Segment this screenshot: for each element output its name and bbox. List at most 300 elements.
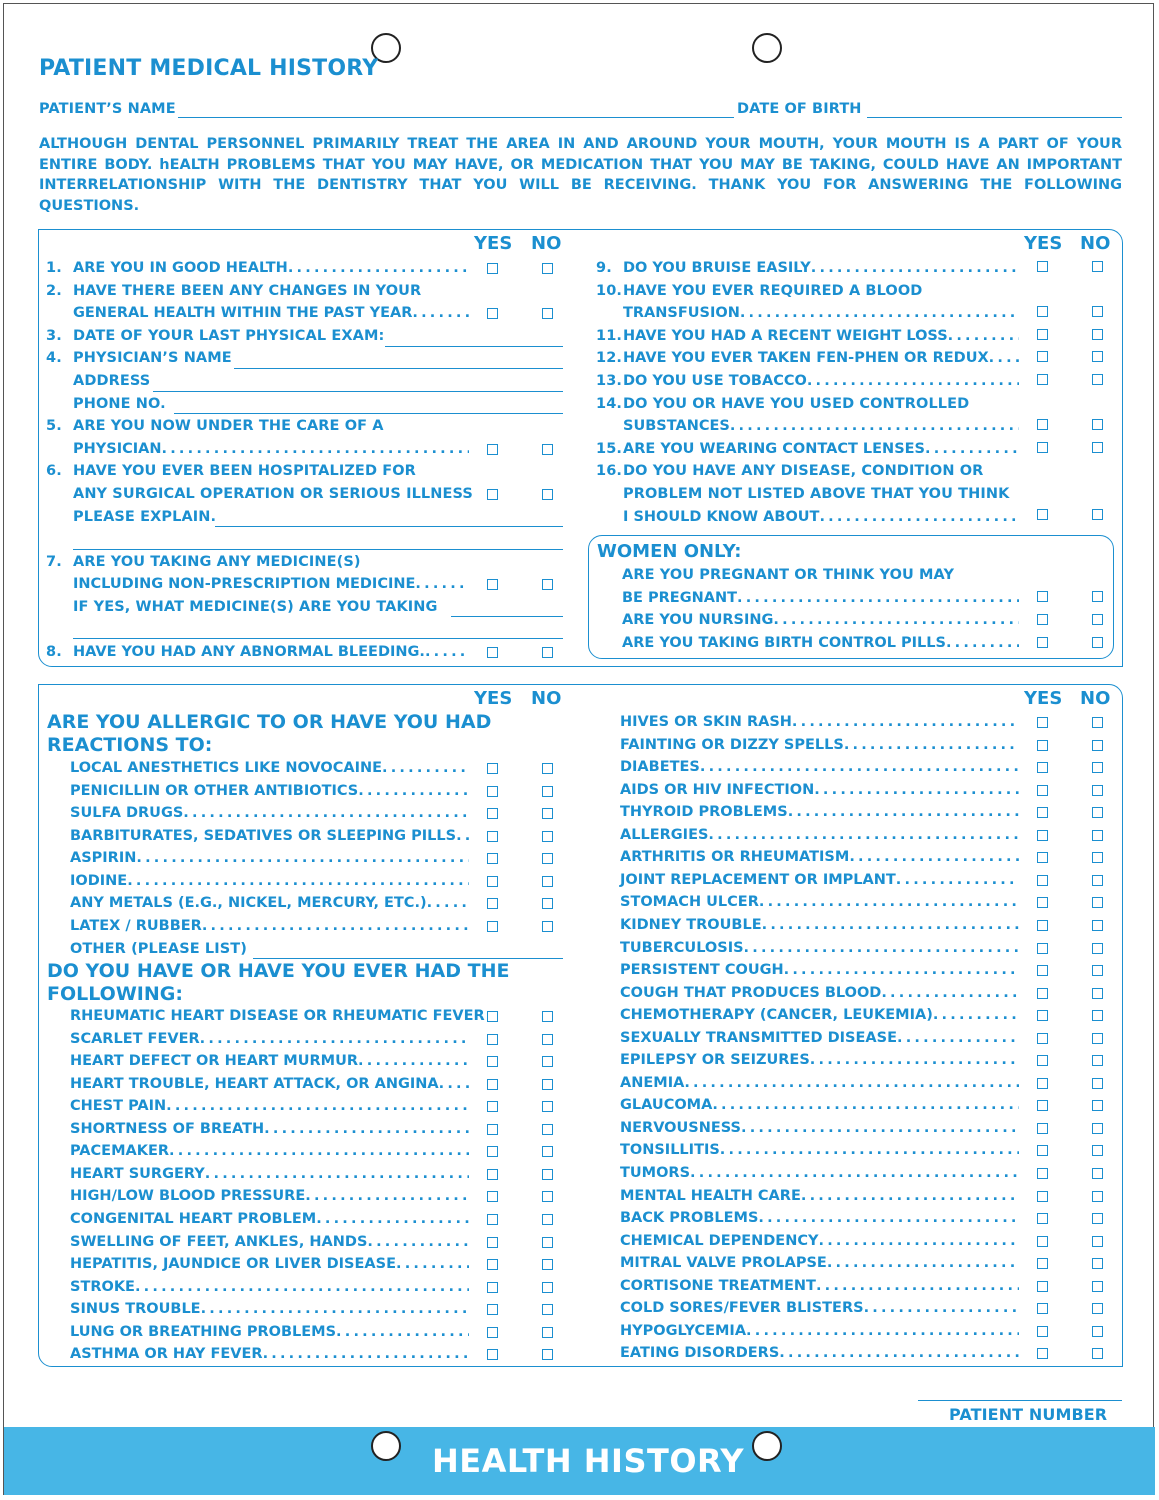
yes-checkbox[interactable] bbox=[487, 263, 498, 274]
yes-checkbox[interactable] bbox=[1037, 509, 1048, 520]
yes-checkbox[interactable] bbox=[1037, 943, 1048, 954]
no-checkbox[interactable] bbox=[1092, 591, 1103, 602]
no-checkbox[interactable] bbox=[1092, 1348, 1103, 1359]
yes-checkbox[interactable] bbox=[1037, 1281, 1048, 1292]
no-checkbox[interactable] bbox=[1092, 351, 1103, 362]
condition-label: KIDNEY TROUBLE bbox=[620, 916, 762, 933]
yes-checkbox[interactable] bbox=[1037, 830, 1048, 841]
yes-checkbox[interactable] bbox=[1037, 1078, 1048, 1089]
patient-number-field[interactable] bbox=[918, 1400, 1122, 1401]
no-checkbox[interactable] bbox=[542, 308, 553, 319]
question-label: PHYSICIAN’S NAME bbox=[73, 350, 232, 366]
condition-label: NERVOUSNESS bbox=[620, 1119, 741, 1136]
other-allergy-label: OTHER (PLEASE LIST) bbox=[70, 941, 247, 957]
condition-label: CHEMOTHERAPY (CANCER, LEUKEMIA) bbox=[620, 1007, 933, 1024]
yes-checkbox[interactable] bbox=[487, 1191, 498, 1202]
yes-checkbox[interactable] bbox=[1037, 329, 1048, 340]
condition-row bbox=[70, 1234, 469, 1250]
condition-label: MENTAL HEALTH CARE bbox=[620, 1187, 801, 1204]
no-checkbox[interactable] bbox=[1092, 1303, 1103, 1314]
no-checkbox[interactable] bbox=[1092, 785, 1103, 796]
no-checkbox[interactable] bbox=[1092, 807, 1103, 818]
question-label: BE PREGNANT bbox=[622, 590, 737, 606]
no-checkbox[interactable] bbox=[1092, 442, 1103, 453]
no-checkbox[interactable] bbox=[1092, 419, 1103, 430]
no-checkbox[interactable] bbox=[1092, 1258, 1103, 1269]
condition-label: SWELLING OF FEET, ANKLES, HANDS bbox=[70, 1233, 368, 1250]
condition-row bbox=[70, 1211, 469, 1227]
leader-dots bbox=[818, 1233, 1019, 1249]
question-label: HAVE YOU HAD A RECENT WEIGHT LOSS bbox=[623, 328, 948, 344]
no-checkbox[interactable] bbox=[542, 489, 553, 500]
question-label: PHONE NO. bbox=[73, 396, 166, 412]
question-label: DO YOU HAVE ANY DISEASE, CONDITION OR bbox=[623, 463, 984, 479]
condition-label: STOMACH ULCER bbox=[620, 894, 759, 911]
yes-checkbox[interactable] bbox=[487, 831, 498, 842]
condition-row bbox=[70, 760, 469, 776]
condition-row bbox=[620, 759, 1019, 775]
no-checkbox[interactable] bbox=[542, 647, 553, 658]
condition-label: SEXUALLY TRANSMITTED DISEASE bbox=[620, 1029, 897, 1046]
no-checkbox[interactable] bbox=[542, 786, 553, 797]
yes-checkbox[interactable] bbox=[1037, 1348, 1048, 1359]
no-checkbox[interactable] bbox=[1092, 509, 1103, 520]
leader-dots bbox=[864, 1300, 1019, 1316]
leader-dots bbox=[720, 1142, 1019, 1158]
question-row bbox=[623, 418, 1019, 434]
leader-dots bbox=[946, 635, 1019, 651]
no-checkbox[interactable] bbox=[1092, 1010, 1103, 1021]
binder-hole-icon bbox=[371, 1431, 401, 1461]
no-checkbox[interactable] bbox=[1092, 830, 1103, 841]
condition-row bbox=[620, 1300, 1019, 1316]
yes-checkbox[interactable] bbox=[487, 1124, 498, 1135]
no-checkbox[interactable] bbox=[1092, 1168, 1103, 1179]
leader-dots bbox=[737, 590, 1019, 606]
question-number: 4. bbox=[46, 350, 62, 366]
question-row bbox=[73, 441, 469, 457]
condition-row bbox=[620, 827, 1019, 843]
question-number: 15. bbox=[596, 441, 622, 457]
question-number: 2. bbox=[46, 283, 62, 299]
phone-field[interactable] bbox=[174, 413, 563, 414]
no-checkbox[interactable] bbox=[542, 1146, 553, 1157]
question-number: 13. bbox=[596, 373, 622, 389]
leader-dots bbox=[730, 418, 1019, 434]
yes-checkbox[interactable] bbox=[1037, 306, 1048, 317]
yes-checkbox[interactable] bbox=[1037, 965, 1048, 976]
condition-label: HIVES OR SKIN RASH bbox=[620, 714, 792, 730]
yes-checkbox[interactable] bbox=[1037, 1191, 1048, 1202]
condition-row bbox=[70, 1324, 469, 1340]
condition-row bbox=[620, 940, 1019, 956]
no-checkbox[interactable] bbox=[1092, 920, 1103, 931]
yes-checkbox[interactable] bbox=[487, 898, 498, 909]
leader-dots bbox=[700, 759, 1019, 775]
leader-dots bbox=[849, 849, 1019, 865]
condition-row bbox=[620, 1188, 1019, 1204]
leader-dots bbox=[412, 305, 469, 321]
no-checkbox[interactable] bbox=[1092, 1191, 1103, 1202]
medicine-field[interactable] bbox=[73, 638, 563, 639]
condition-row bbox=[620, 1165, 1019, 1181]
leader-dots bbox=[810, 1052, 1019, 1068]
no-checkbox[interactable] bbox=[1092, 306, 1103, 317]
yes-checkbox[interactable] bbox=[1037, 637, 1048, 648]
no-checkbox[interactable] bbox=[1092, 875, 1103, 886]
question-label: INCLUDING NON-PRESCRIPTION MEDICINE bbox=[73, 576, 416, 592]
condition-row bbox=[70, 1098, 469, 1114]
no-checkbox[interactable] bbox=[1092, 1100, 1103, 1111]
no-header: NO bbox=[1080, 233, 1111, 254]
question-number: 16. bbox=[596, 463, 622, 479]
no-checkbox[interactable] bbox=[1092, 1281, 1103, 1292]
physician-name-field[interactable] bbox=[234, 368, 563, 369]
no-checkbox[interactable] bbox=[542, 1191, 553, 1202]
yes-checkbox[interactable] bbox=[487, 921, 498, 932]
condition-label: ASPIRIN bbox=[70, 850, 137, 867]
history-header-line: FOLLOWING: bbox=[47, 983, 183, 1005]
condition-label: PACEMAKER bbox=[70, 1143, 170, 1160]
yes-checkbox[interactable] bbox=[487, 1169, 498, 1180]
no-checkbox[interactable] bbox=[542, 1327, 553, 1338]
yes-checkbox[interactable] bbox=[487, 647, 498, 658]
condition-label: HIGH/LOW BLOOD PRESSURE bbox=[70, 1188, 306, 1205]
leader-dots bbox=[264, 1121, 469, 1137]
leader-dots bbox=[827, 1255, 1019, 1271]
no-checkbox[interactable] bbox=[1092, 1123, 1103, 1134]
leader-dots bbox=[744, 940, 1019, 956]
leader-dots bbox=[746, 1323, 1019, 1339]
no-checkbox[interactable] bbox=[542, 444, 553, 455]
leader-dots bbox=[456, 828, 469, 844]
leader-dots bbox=[201, 1301, 469, 1317]
question-label: HAVE YOU EVER REQUIRED A BLOOD bbox=[623, 283, 923, 299]
yes-checkbox[interactable] bbox=[487, 1056, 498, 1067]
no-checkbox[interactable] bbox=[1092, 1236, 1103, 1247]
no-checkbox[interactable] bbox=[1092, 329, 1103, 340]
condition-label: AIDS OR HIV INFECTION bbox=[620, 781, 815, 798]
yes-checkbox[interactable] bbox=[487, 876, 498, 887]
no-checkbox[interactable] bbox=[1092, 374, 1103, 385]
no-checkbox[interactable] bbox=[1092, 897, 1103, 908]
condition-label: BACK PROBLEMS bbox=[620, 1210, 759, 1227]
yes-checkbox[interactable] bbox=[487, 1079, 498, 1090]
no-checkbox[interactable] bbox=[1092, 1078, 1103, 1089]
yes-checkbox[interactable] bbox=[487, 489, 498, 500]
question-number: 14. bbox=[596, 396, 622, 412]
condition-label: CHEMICAL DEPENDENCY bbox=[620, 1232, 819, 1249]
no-header: NO bbox=[531, 233, 562, 254]
question-number: 11. bbox=[596, 328, 622, 344]
dob-label: DATE OF BIRTH bbox=[737, 101, 862, 117]
condition-row bbox=[620, 804, 1019, 820]
leader-dots bbox=[784, 962, 1019, 978]
history-header-line: DO YOU HAVE OR HAVE YOU EVER HAD THE bbox=[47, 960, 510, 982]
no-checkbox[interactable] bbox=[542, 763, 553, 774]
yes-checkbox[interactable] bbox=[487, 853, 498, 864]
yes-checkbox[interactable] bbox=[1037, 1168, 1048, 1179]
yes-checkbox[interactable] bbox=[487, 308, 498, 319]
question-label: ARE YOU WEARING CONTACT LENSES bbox=[623, 441, 925, 457]
no-checkbox[interactable] bbox=[1092, 762, 1103, 773]
yes-checkbox[interactable] bbox=[1037, 875, 1048, 886]
leader-dots bbox=[127, 873, 469, 889]
question-row bbox=[623, 328, 1019, 344]
yes-checkbox[interactable] bbox=[487, 1214, 498, 1225]
yes-checkbox[interactable] bbox=[487, 808, 498, 819]
exam-date-field[interactable] bbox=[385, 346, 563, 347]
question-label: PHYSICIAN bbox=[73, 441, 162, 457]
question-row bbox=[73, 576, 469, 592]
leader-dots bbox=[779, 1345, 1019, 1361]
no-checkbox[interactable] bbox=[1092, 717, 1103, 728]
no-checkbox[interactable] bbox=[1092, 852, 1103, 863]
condition-row bbox=[620, 1278, 1019, 1294]
question-label: HAVE YOU HAD ANY ABNORMAL BLEEDING. bbox=[73, 644, 425, 660]
yes-checkbox[interactable] bbox=[1037, 920, 1048, 931]
yes-checkbox[interactable] bbox=[1037, 1326, 1048, 1337]
no-checkbox[interactable] bbox=[542, 1056, 553, 1067]
no-checkbox[interactable] bbox=[542, 579, 553, 590]
other-allergy-field[interactable] bbox=[253, 958, 563, 959]
question-label: TRANSFUSION bbox=[623, 305, 740, 321]
yes-checkbox[interactable] bbox=[1037, 1033, 1048, 1044]
condition-row bbox=[70, 1188, 469, 1204]
no-checkbox[interactable] bbox=[1092, 943, 1103, 954]
patient-name-label: PATIENT’S NAME bbox=[39, 101, 176, 117]
yes-checkbox[interactable] bbox=[1037, 762, 1048, 773]
address-field[interactable] bbox=[153, 391, 563, 392]
question-label: GENERAL HEALTH WITHIN THE PAST YEAR bbox=[73, 305, 413, 321]
condition-row bbox=[70, 850, 469, 866]
leader-dots bbox=[814, 782, 1019, 798]
condition-label: ASTHMA OR HAY FEVER bbox=[70, 1346, 263, 1363]
medicine-field[interactable] bbox=[451, 616, 563, 617]
question-number: 5. bbox=[46, 418, 62, 434]
leader-dots bbox=[316, 1211, 469, 1227]
condition-label: ALLERGIES bbox=[620, 826, 709, 843]
explain-field[interactable] bbox=[215, 526, 563, 527]
condition-row bbox=[620, 1120, 1019, 1136]
leader-dots bbox=[881, 985, 1019, 1001]
condition-row bbox=[620, 1233, 1019, 1249]
yes-checkbox[interactable] bbox=[487, 1282, 498, 1293]
question-label: DO YOU BRUISE EASILY bbox=[623, 260, 811, 276]
leader-dots bbox=[759, 894, 1019, 910]
no-checkbox[interactable] bbox=[1092, 988, 1103, 999]
yes-checkbox[interactable] bbox=[487, 1034, 498, 1045]
yes-checkbox[interactable] bbox=[487, 1101, 498, 1112]
leader-dots bbox=[708, 827, 1019, 843]
condition-row bbox=[70, 1031, 469, 1047]
condition-row bbox=[70, 1076, 469, 1092]
leader-dots bbox=[933, 1007, 1019, 1023]
allergy-header-line: REACTIONS TO: bbox=[47, 734, 213, 756]
no-checkbox[interactable] bbox=[542, 1034, 553, 1045]
yes-checkbox[interactable] bbox=[1037, 614, 1048, 625]
condition-label: SINUS TROUBLE bbox=[70, 1301, 201, 1318]
yes-checkbox[interactable] bbox=[487, 1349, 498, 1360]
leader-dots bbox=[925, 441, 1019, 457]
no-checkbox[interactable] bbox=[1092, 740, 1103, 751]
yes-checkbox[interactable] bbox=[1037, 988, 1048, 999]
no-checkbox[interactable] bbox=[542, 263, 553, 274]
condition-label: ARTHRITIS OR RHEUMATISM bbox=[620, 849, 850, 866]
condition-label: CONGENITAL HEART PROBLEM bbox=[70, 1210, 317, 1227]
condition-label: COUGH THAT PRODUCES BLOOD bbox=[620, 984, 882, 1001]
leader-dots bbox=[740, 305, 1019, 321]
yes-checkbox[interactable] bbox=[1037, 740, 1048, 751]
condition-row bbox=[620, 714, 1019, 730]
no-checkbox[interactable] bbox=[542, 1282, 553, 1293]
yes-checkbox[interactable] bbox=[1037, 785, 1048, 796]
leader-dots bbox=[684, 1075, 1019, 1091]
question-number: 9. bbox=[596, 260, 612, 276]
leader-dots bbox=[166, 1098, 469, 1114]
no-checkbox[interactable] bbox=[542, 1304, 553, 1315]
yes-checkbox[interactable] bbox=[487, 444, 498, 455]
condition-row bbox=[70, 783, 469, 799]
condition-row bbox=[620, 1345, 1019, 1361]
yes-checkbox[interactable] bbox=[1037, 442, 1048, 453]
condition-label: MITRAL VALVE PROLAPSE bbox=[620, 1255, 827, 1272]
no-checkbox[interactable] bbox=[1092, 1213, 1103, 1224]
no-checkbox[interactable] bbox=[542, 898, 553, 909]
condition-row bbox=[620, 1052, 1019, 1068]
yes-checkbox[interactable] bbox=[1037, 591, 1048, 602]
no-checkbox[interactable] bbox=[542, 1011, 553, 1022]
condition-row bbox=[70, 1346, 469, 1362]
question-row bbox=[623, 441, 1019, 457]
no-checkbox[interactable] bbox=[542, 921, 553, 932]
yes-checkbox[interactable] bbox=[487, 786, 498, 797]
yes-checkbox[interactable] bbox=[1037, 807, 1048, 818]
no-checkbox[interactable] bbox=[542, 876, 553, 887]
no-checkbox[interactable] bbox=[1092, 1055, 1103, 1066]
condition-label: PENICILLIN OR OTHER ANTIBIOTICS bbox=[70, 782, 359, 799]
question-label: ARE YOU IN GOOD HEALTH bbox=[73, 260, 288, 276]
yes-checkbox[interactable] bbox=[1037, 1010, 1048, 1021]
no-checkbox[interactable] bbox=[542, 1169, 553, 1180]
yes-checkbox[interactable] bbox=[1037, 261, 1048, 272]
yes-checkbox[interactable] bbox=[487, 1327, 498, 1338]
yes-checkbox[interactable] bbox=[1037, 1236, 1048, 1247]
leader-dots bbox=[948, 328, 1019, 344]
question-row bbox=[623, 305, 1019, 321]
question-row bbox=[622, 612, 1019, 628]
yes-checkbox[interactable] bbox=[487, 579, 498, 590]
question-row bbox=[73, 260, 469, 276]
question-number: 3. bbox=[46, 328, 62, 344]
yes-checkbox[interactable] bbox=[1037, 1213, 1048, 1224]
yes-checkbox[interactable] bbox=[1037, 374, 1048, 385]
no-checkbox[interactable] bbox=[542, 831, 553, 842]
yes-checkbox[interactable] bbox=[1037, 852, 1048, 863]
no-checkbox[interactable] bbox=[542, 1101, 553, 1112]
condition-label: LOCAL ANESTHETICS LIKE NOVOCAINE bbox=[70, 760, 383, 776]
yes-checkbox[interactable] bbox=[487, 1237, 498, 1248]
leader-dots bbox=[819, 509, 1019, 525]
condition-row bbox=[70, 873, 469, 889]
no-checkbox[interactable] bbox=[542, 1237, 553, 1248]
yes-checkbox[interactable] bbox=[1037, 1100, 1048, 1111]
leader-dots bbox=[136, 850, 469, 866]
condition-row bbox=[620, 917, 1019, 933]
patient-name-field[interactable] bbox=[178, 117, 734, 118]
no-checkbox[interactable] bbox=[542, 1214, 553, 1225]
yes-checkbox[interactable] bbox=[487, 763, 498, 774]
yes-checkbox[interactable] bbox=[1037, 1055, 1048, 1066]
leader-dots bbox=[415, 576, 469, 592]
no-checkbox[interactable] bbox=[1092, 1033, 1103, 1044]
no-checkbox[interactable] bbox=[1092, 637, 1103, 648]
no-checkbox[interactable] bbox=[1092, 614, 1103, 625]
question-label: ARE YOU TAKING BIRTH CONTROL PILLS bbox=[622, 635, 946, 651]
leader-dots bbox=[816, 1278, 1019, 1294]
patient-number-label: PATIENT NUMBER bbox=[949, 1405, 1108, 1424]
dob-field[interactable] bbox=[867, 117, 1122, 118]
leader-dots bbox=[169, 1143, 469, 1159]
yes-checkbox[interactable] bbox=[1037, 897, 1048, 908]
condition-row bbox=[70, 1279, 469, 1295]
no-checkbox[interactable] bbox=[542, 1079, 553, 1090]
question-label: HAVE YOU EVER BEEN HOSPITALIZED FOR bbox=[73, 463, 416, 479]
yes-checkbox[interactable] bbox=[1037, 419, 1048, 430]
condition-row bbox=[70, 1301, 469, 1317]
yes-checkbox[interactable] bbox=[1037, 717, 1048, 728]
yes-checkbox[interactable] bbox=[1037, 351, 1048, 362]
no-checkbox[interactable] bbox=[542, 808, 553, 819]
yes-checkbox[interactable] bbox=[1037, 1258, 1048, 1269]
leader-dots bbox=[712, 1097, 1019, 1113]
condition-row bbox=[620, 1075, 1019, 1091]
yes-checkbox[interactable] bbox=[487, 1259, 498, 1270]
leader-dots bbox=[788, 804, 1019, 820]
question-label: HAVE YOU EVER TAKEN FEN-PHEN OR REDUX bbox=[623, 350, 989, 366]
no-header: NO bbox=[531, 688, 562, 709]
yes-checkbox[interactable] bbox=[487, 1011, 498, 1022]
explain-field[interactable] bbox=[73, 549, 563, 550]
question-label: ADDRESS bbox=[73, 373, 151, 389]
yes-checkbox[interactable] bbox=[1037, 1123, 1048, 1134]
condition-row bbox=[70, 805, 469, 821]
leader-dots bbox=[305, 1188, 469, 1204]
no-checkbox[interactable] bbox=[1092, 965, 1103, 976]
yes-header: YES bbox=[1024, 688, 1063, 709]
no-checkbox[interactable] bbox=[1092, 1145, 1103, 1156]
condition-row bbox=[620, 1007, 1019, 1023]
condition-label: RHEUMATIC HEART DISEASE OR RHEUMATIC FEVER bbox=[70, 1008, 485, 1024]
yes-checkbox[interactable] bbox=[487, 1146, 498, 1157]
no-checkbox[interactable] bbox=[542, 1349, 553, 1360]
no-checkbox[interactable] bbox=[542, 1124, 553, 1135]
leader-dots bbox=[396, 1256, 469, 1272]
binder-hole-icon bbox=[752, 33, 782, 63]
condition-label: EATING DISORDERS bbox=[620, 1345, 780, 1362]
no-checkbox[interactable] bbox=[1092, 261, 1103, 272]
yes-checkbox[interactable] bbox=[1037, 1145, 1048, 1156]
no-checkbox[interactable] bbox=[542, 853, 553, 864]
no-checkbox[interactable] bbox=[1092, 1326, 1103, 1337]
yes-checkbox[interactable] bbox=[487, 1304, 498, 1315]
leader-dots bbox=[741, 1120, 1019, 1136]
leader-dots bbox=[288, 260, 469, 276]
page-title: PATIENT MEDICAL HISTORY bbox=[39, 56, 379, 81]
yes-checkbox[interactable] bbox=[1037, 1303, 1048, 1314]
no-checkbox[interactable] bbox=[542, 1259, 553, 1270]
question-label: ANY SURGICAL OPERATION OR SERIOUS ILLNESS bbox=[73, 486, 473, 502]
